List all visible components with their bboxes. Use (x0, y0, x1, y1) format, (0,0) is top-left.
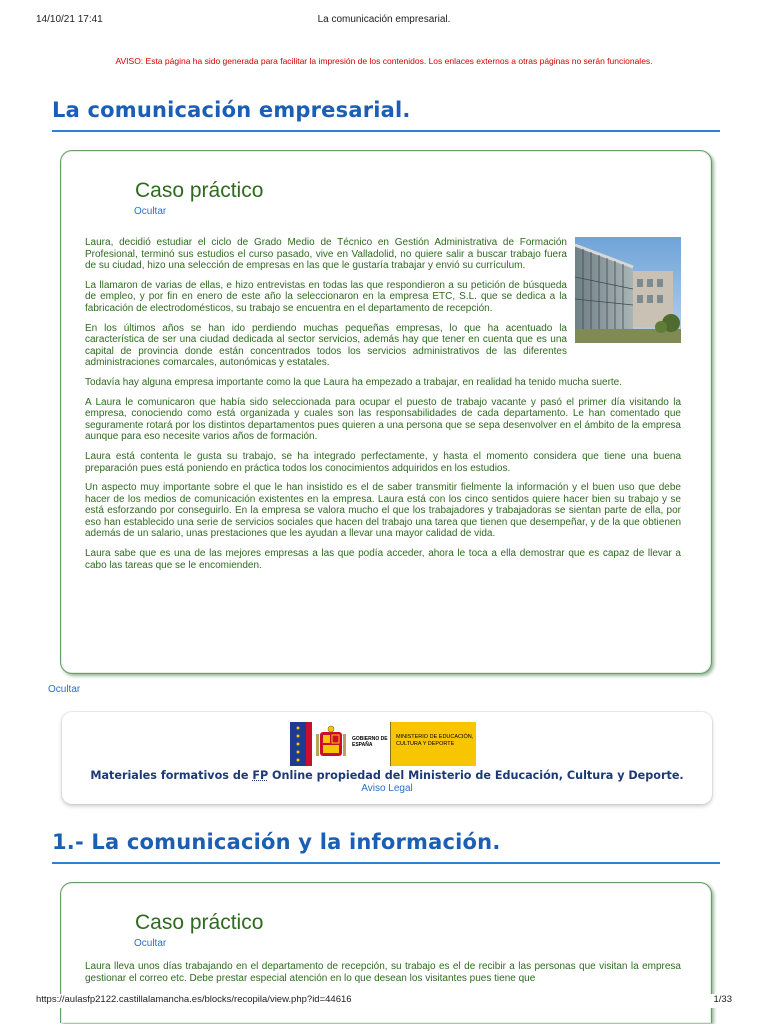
case-paragraph: Laura sabe que es una de las mejores empresas a las que podía acceder, ahora le toca a ella demostrar que es capaz de llevar a cabo las tareas que se le encomienden. (85, 548, 681, 571)
section-heading: 1.- La comunicación y la información. (52, 830, 720, 864)
case-paragraph: A Laura le comunicaron que había sido seleccionada para ocupar el puesto de trabajo vacante y pasó el primer día visitando la empresa, conociendo como está organizada y cuales son las responsabilidades de cada departamento. Le han comentado que seguramente rotará por los distintos departamentos pues quieren a una persona que se sepa desenvolver en el ámbito de la empresa aunque para eso necesite varios años de formación. (85, 396, 681, 443)
legal-notice-link[interactable]: Aviso Legal (361, 783, 413, 794)
hide-case-link[interactable]: Ocultar (134, 206, 167, 217)
page-number: 1/33 (713, 994, 732, 1005)
case-paragraph: La llamaron de varias de ellas, e hizo entrevistas en todas las que respondieron a su petición de búsqueda de empleo, y por fin en enero de este año la seleccionaron en la empresa ETC, S.L. que se dedica a la fabricación de electrodomésticos, su trabajo se encuentra en el departamento de recepción. (85, 279, 567, 314)
ministry-logo (290, 722, 476, 766)
case-study-title-2: Caso práctico (135, 911, 264, 934)
case-paragraph: Laura está contenta le gusta su trabajo, se ha integrado perfectamente, y hasta el momento considera que tiene una buena preparación pues está poniendo en práctica todos los conocimientos adquiridos en los estudios. (85, 450, 681, 474)
footer-ownership-text (62, 769, 712, 782)
print-notice: AVISO: Esta página ha sido generada para facilitar la impresión de los contenidos. Los enlaces externos a otras páginas no serán funcionales. (115, 56, 653, 66)
case-study-body (85, 237, 681, 579)
case-paragraph: Un aspecto muy importante sobre el que le han insistido es el de saber transmitir fielmente la información y el buen uso que debe hacer de los medios de comunicación existentes en la empresa. Laura está con los cinco sentidos quiere hacer bien su trabajo y se está esforzando por conseguirlo. En la empresa se valora mucho el que los trabajadores y trabajadoras se sientan parte de ella, por eso han establecido una serie de servicios sociales que hacen del trabajo una tarea que tienen que desempeñar, y de la que obtienen además de un salario, unas prestaciones que les ayudan a llevar una mayor calidad de vida. (85, 482, 681, 540)
ministry-footer (62, 712, 712, 804)
logo-ministry-text: MINISTERIO DE EDUCACIÓN, CULTURA Y DEPORTE (396, 734, 474, 747)
case-study-title: Caso práctico (135, 179, 264, 202)
print-footer (36, 994, 732, 1008)
building-photo (575, 237, 681, 343)
fp-abbreviation[interactable]: FP (252, 769, 269, 782)
page-title: La comunicación empresarial. (52, 98, 720, 132)
logo-gov-text: GOBIERNO DE ESPAÑA (352, 736, 388, 748)
hide-section-link[interactable]: Ocultar (48, 684, 81, 695)
case-paragraph: Laura, decidió estudiar el ciclo de Grado Medio de Técnico en Gestión Administrativa de Formación Profesional, terminó sus estudios el curso pasado, vive en Valladolid, no quiere salir a buscar trabajo fuera de su ciudad, hizo una selección de empresas en las que le gustaría trabajar y envió su currículum. (85, 237, 567, 272)
print-title: La comunicación empresarial. (317, 14, 451, 25)
print-datetime: 14/10/21 17:41 (36, 14, 103, 25)
case-paragraph: Laura lleva unos días trabajando en el departamento de recepción, su trabajo es el de recibir a las personas que visitan la empresa gestionar el correo etc. Debe prestar especial atención en lo que desean los visitantes pues tiene que (85, 961, 681, 984)
print-header (36, 14, 732, 28)
case-paragraph: Todavía hay alguna empresa importante como la que Laura ha empezado a trabajar, en realidad ha tenido mucha suerte. (85, 376, 623, 388)
case-paragraph: En los últimos años se han ido perdiendo muchas pequeñas empresas, lo que ha acentuado la característica de ser una ciudad dedicada al sector servicios, además hay que tener en cuenta que es una capital de provincia donde están concentrados todos los servicios administrativos de las diferentes administraciones comarcales, autonómicas y estatales. (85, 322, 567, 369)
print-url: https://aulasfp2122.castillalamancha.es/blocks/recopila/view.php?id=44616 (36, 994, 352, 1005)
footer-text-after: Online propiedad del Ministerio de Educación, Cultura y Deporte. (268, 769, 684, 782)
case-study-body-2 (85, 961, 681, 992)
hide-case-link-2[interactable]: Ocultar (134, 938, 167, 949)
case-study-box (60, 150, 712, 674)
footer-text-before: Materiales formativos de (90, 769, 253, 782)
